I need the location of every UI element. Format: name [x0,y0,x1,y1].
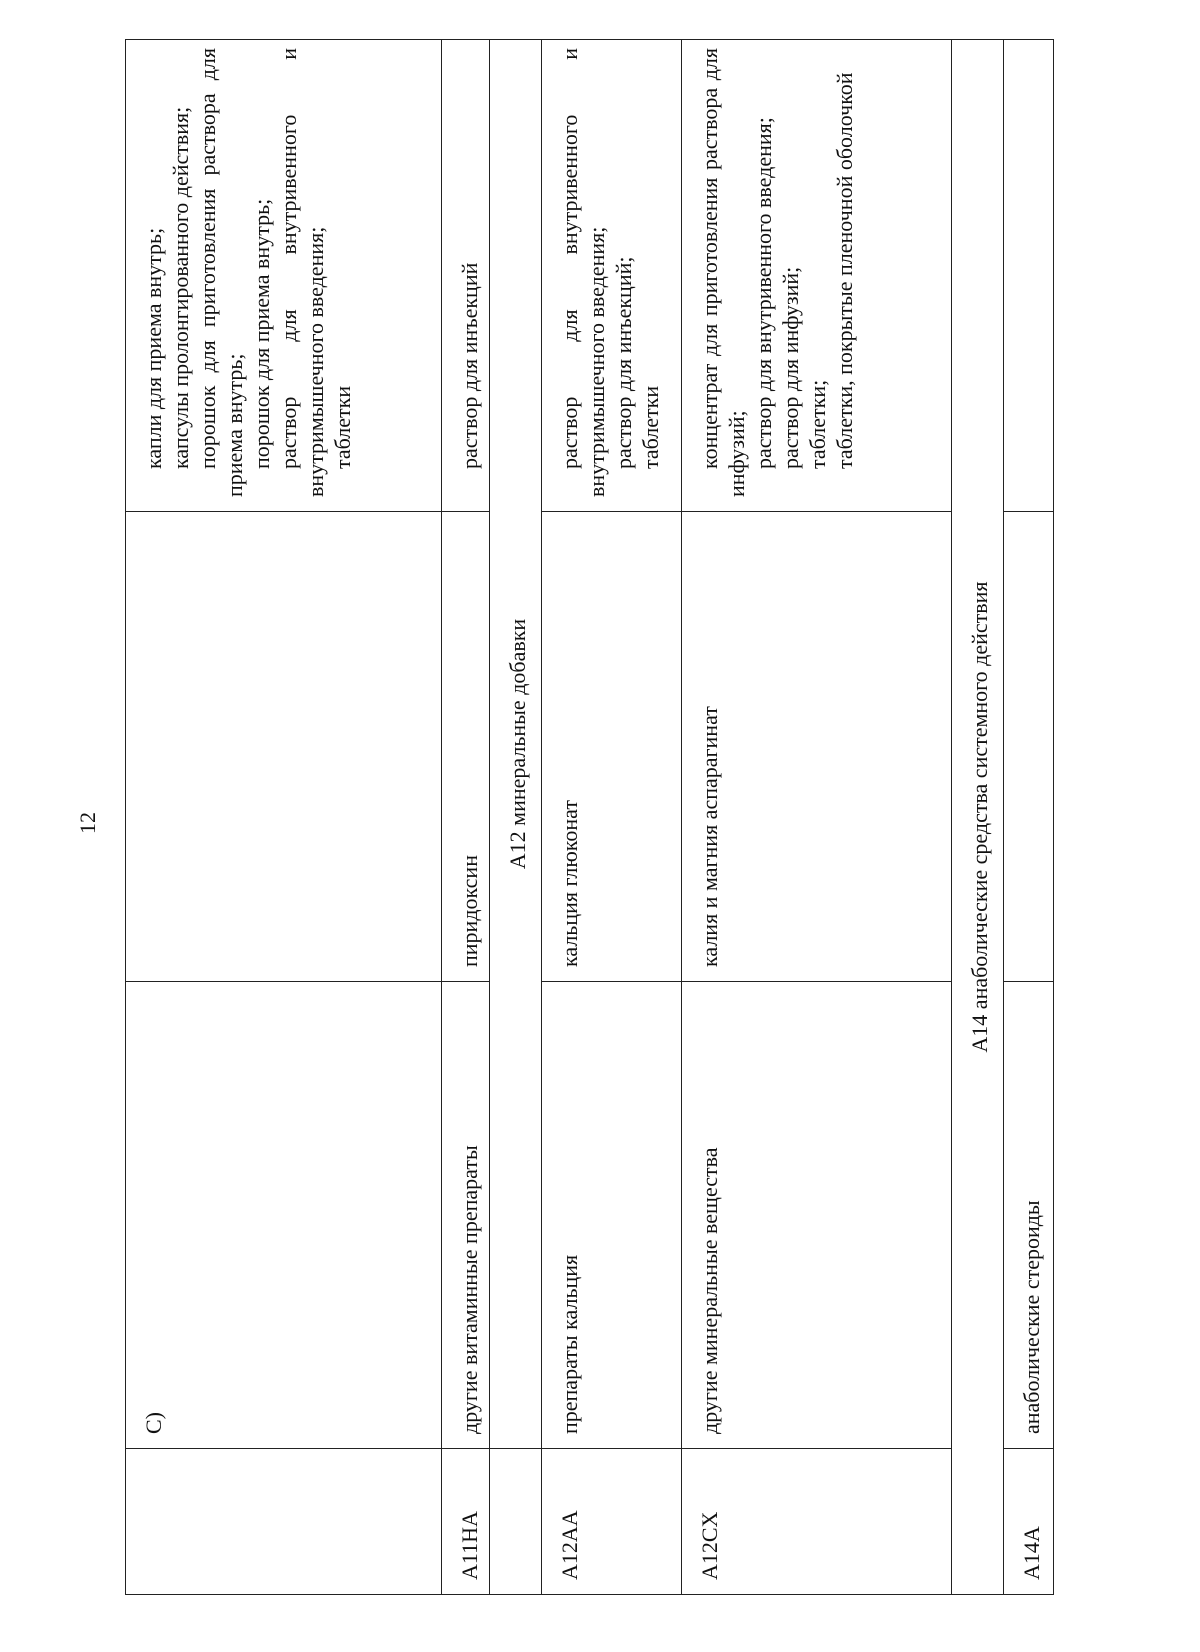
rotated-page [125,40,1075,1595]
form-line: таблетки [330,385,355,469]
form-line: таблетки [638,385,663,469]
section-empty-cell [490,1449,542,1595]
drug-cell: кальция глюконат [542,512,682,982]
group-cell: С) [126,982,442,1449]
forms-cell [1004,40,1054,512]
form-line: раствор для внутривенного и внутримышечного введения; [276,48,328,497]
drug-cell [126,512,442,982]
table-row [126,40,442,1595]
section-title: A14 анаболические средства системного действия [952,40,1004,1595]
form-line: раствор для инъекций [457,262,482,469]
forms-cell [542,40,682,512]
forms-cell [442,40,490,512]
group-cell: анаболические стероиды [1004,982,1054,1449]
atc-code-cell: A12AA [542,1449,682,1595]
atc-code-cell [126,1449,442,1595]
atc-code-cell: A12CX [682,1449,952,1595]
page-number: 12 [75,812,100,834]
drug-cell: пиридоксин [442,512,490,982]
form-line: раствор для инъекций; [611,256,636,469]
table-row [682,40,952,1595]
form-line: таблетки, покрытые пленочной оболочкой [832,72,857,469]
form-line: капсулы пролонгированного действия; [168,106,193,469]
drug-table [125,39,1054,1595]
group-cell: препараты кальция [542,982,682,1449]
section-title: A12 минеральные добавки [490,40,542,1449]
group-cell: другие витаминные препараты [442,982,490,1449]
form-line: раствор для инфузий; [778,266,803,469]
drug-cell [1004,512,1054,982]
atc-code-cell: A14A [1004,1449,1054,1595]
section-row [490,40,542,1595]
form-line: раствор для внутривенного введения; [751,117,776,469]
form-line: концентрат для приготовления раствора для инфузий; [697,48,749,497]
form-line: порошок для приема внутрь; [249,198,274,469]
drug-cell: калия и магния аспарагинат [682,512,952,982]
form-line: раствор для внутривенного и внутримышечного введения; [557,48,609,497]
form-line: таблетки; [805,379,830,469]
form-line: порошок для приготовления раствора для приема внутрь; [195,48,247,497]
forms-cell [682,40,952,512]
section-row [952,40,1004,1595]
atc-code-cell: A11HA [442,1449,490,1595]
table-row [1004,40,1054,1595]
forms-cell [126,40,442,512]
table-row [442,40,490,1595]
form-line: капли для приема внутрь; [141,227,166,469]
group-cell: другие минеральные вещества [682,982,952,1449]
table-row [542,40,682,1595]
